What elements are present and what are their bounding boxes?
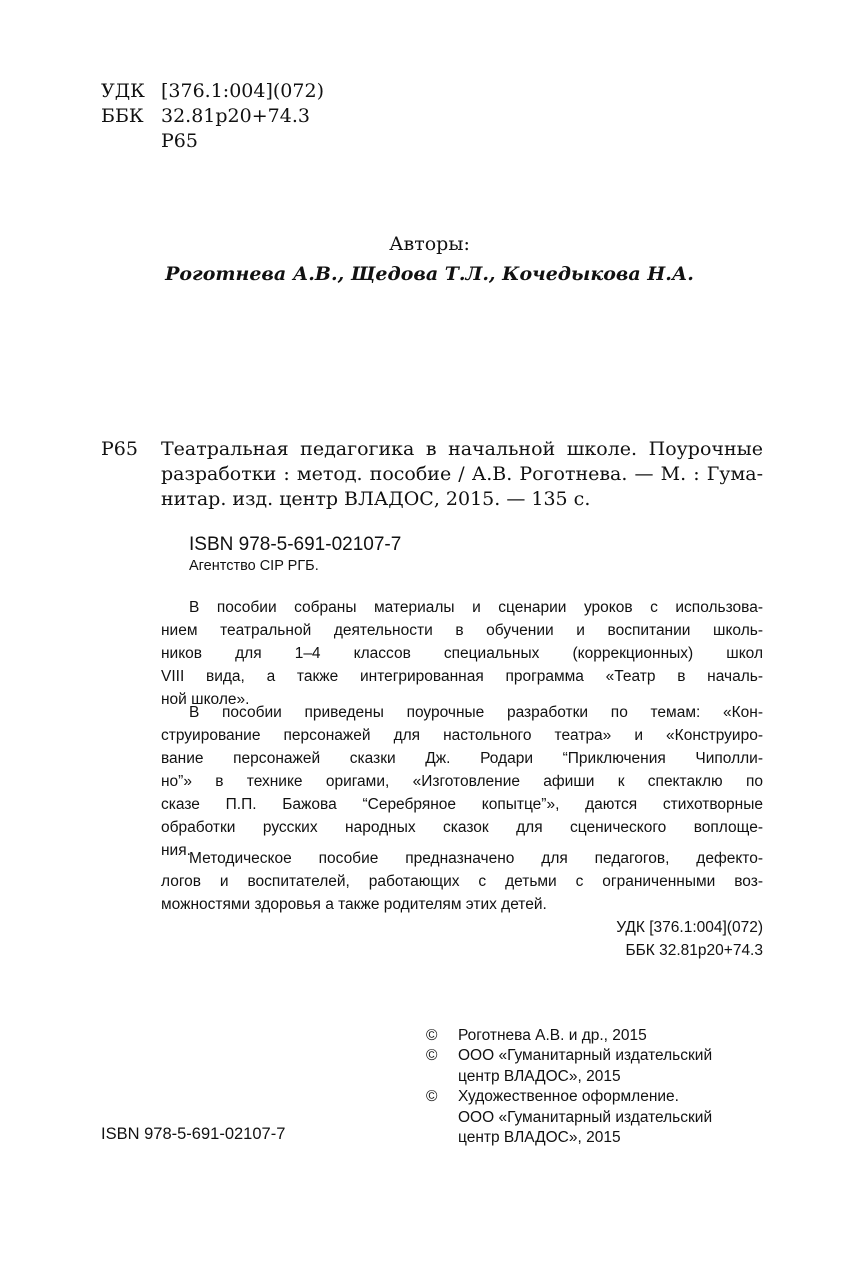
- author-mark: Р65: [161, 130, 198, 152]
- bibliography-record: [161, 437, 763, 512]
- cip-agency: Агентство CIP РГБ.: [189, 558, 319, 574]
- copyright-text: ООО «Гуманитарный издательский: [458, 1047, 713, 1064]
- annotation-line: ния.: [161, 842, 191, 859]
- copyright-entry-1: [426, 1026, 647, 1047]
- copyright-text: центр ВЛАДОС», 2015: [458, 1129, 621, 1146]
- bibliography-line: нитар. изд. центр ВЛАДОС, 2015. — 135 с.: [161, 488, 591, 510]
- copyright-text: ООО «Гуманитарный издательский: [458, 1108, 713, 1126]
- udk-right: УДК [376.1:004](072): [616, 919, 763, 936]
- annotation-line: ной школе».: [161, 691, 250, 708]
- copyright-icon: ©: [426, 1088, 438, 1105]
- bibliography-code: Р65: [101, 438, 138, 460]
- annotation-line: обработки русских народных сказок для сценического воплоще-: [161, 819, 763, 836]
- bbk-value: 32.81р20+74.3: [161, 105, 310, 127]
- copyright-icon: ©: [426, 1027, 438, 1044]
- authors-label: Авторы:: [389, 233, 470, 255]
- annotation-line: В пособии приведены поурочные разработки по темам: «Кон-: [189, 704, 763, 721]
- copyright-text: Роготнева А.В. и др., 2015: [458, 1027, 647, 1044]
- copyright-text: Художественное оформление.: [458, 1088, 679, 1105]
- copyright-text: центр ВЛАДОС», 2015: [458, 1067, 621, 1085]
- annotation-line: Методическое пособие предназначено для педагогов, дефекто-: [189, 850, 763, 867]
- bbk-right: ББК 32.81р20+74.3: [625, 942, 763, 959]
- annotation-paragraph-3: [161, 847, 763, 916]
- annotation-line: но”» в технике оригами, «Изготовление афиши к спектаклю по: [161, 773, 763, 790]
- annotation-line: сказе П.П. Бажова “Серебряное копытце”», даются стихотворные: [161, 796, 763, 813]
- annotation-line: В пособии собраны материалы и сценарии уроков с использова-: [189, 599, 763, 616]
- bibliography-line: разработки : метод. пособие / А.В. Роготнева. — М. : Гума-: [161, 463, 763, 485]
- udk-label: УДК: [101, 80, 145, 102]
- annotation-line: ников для 1–4 классов специальных (коррекционных) школ: [161, 645, 763, 662]
- udk-value: [376.1:004](072): [161, 80, 324, 102]
- annotation-line: VIII вида, а также интегрированная программа «Театр в началь-: [161, 668, 763, 685]
- copyright-icon: ©: [426, 1047, 438, 1064]
- bibliography-line: Театральная педагогика в начальной школе. Поурочные: [161, 438, 763, 460]
- annotation-line: нием театральной деятельности в обучении и воспитании школь-: [161, 622, 763, 639]
- annotation-line: логов и воспитателей, работающих с детьми с ограниченными воз-: [161, 873, 763, 890]
- authors-names: Роготнева А.В., Щедова Т.Л., Кочедыкова Н.А.: [165, 263, 694, 285]
- bbk-label: ББК: [101, 105, 144, 127]
- annotation-line: вание персонажей сказки Дж. Родари “Приключения Чиполли-: [161, 750, 763, 767]
- copyright-entry-2: [426, 1046, 712, 1087]
- isbn-main: ISBN 978-5-691-02107-7: [189, 534, 402, 555]
- copyright-entry-3: [426, 1087, 712, 1149]
- bbk-row: [101, 104, 310, 129]
- annotation-line: можностями здоровья а также родителям этих детей.: [161, 896, 547, 913]
- annotation-line: струирование персонажей для настольного театра» и «Конструиро-: [161, 727, 763, 744]
- udk-row: [101, 79, 324, 104]
- annotation-paragraph-1: [161, 596, 763, 711]
- isbn-bottom: ISBN 978-5-691-02107-7: [101, 1125, 286, 1143]
- annotation-paragraph-2: [161, 701, 763, 862]
